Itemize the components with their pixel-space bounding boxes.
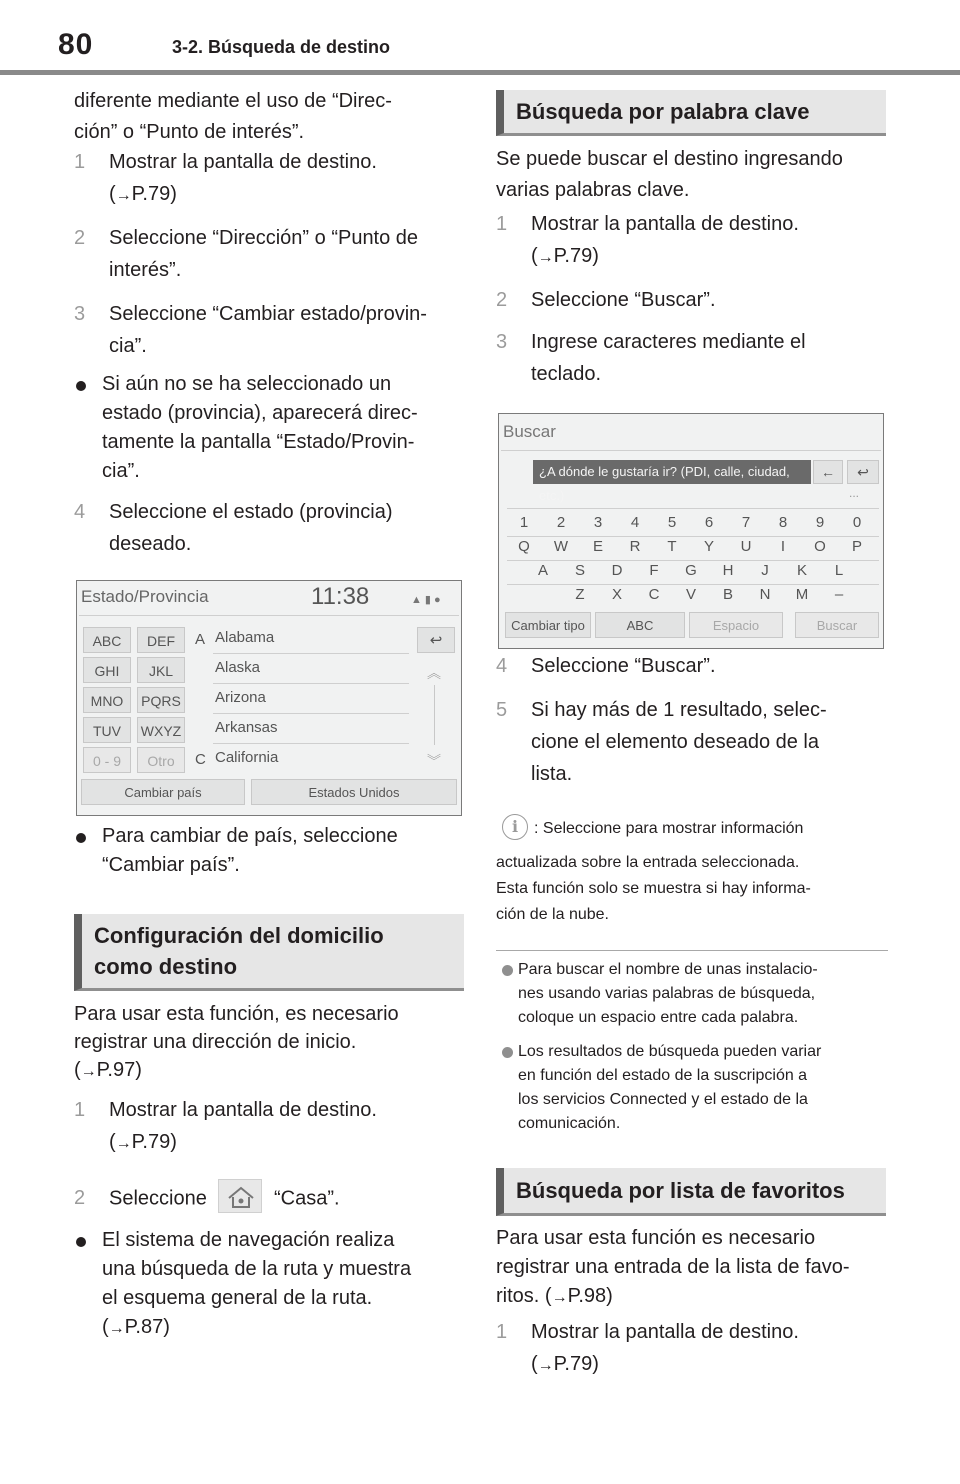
- step-2: 2 Seleccione “Dirección” o “Punto de interés”.: [74, 227, 419, 281]
- key[interactable]: W: [553, 538, 569, 555]
- step-fav-1: 1 Mostrar la pantalla de destino. (→P.79): [496, 1321, 799, 1375]
- key[interactable]: R: [629, 538, 641, 555]
- page-number: 80: [58, 28, 94, 61]
- state-item-california[interactable]: California: [215, 749, 279, 766]
- key[interactable]: E: [592, 538, 603, 555]
- search-button[interactable]: Buscar: [795, 612, 879, 638]
- key[interactable]: K: [796, 562, 807, 579]
- arrow-icon: →: [537, 249, 554, 266]
- section-heading-favorites: Búsqueda por lista de favoritos: [496, 1168, 886, 1216]
- key[interactable]: F: [649, 562, 659, 579]
- key[interactable]: L: [834, 562, 844, 579]
- key[interactable]: –: [834, 586, 844, 603]
- divider: [496, 950, 888, 951]
- tab-jkl[interactable]: JKL: [137, 657, 185, 683]
- page-link[interactable]: P.79: [131, 183, 171, 205]
- state-item-arkansas[interactable]: Arkansas: [215, 719, 278, 736]
- search-input[interactable]: ¿A dónde le gustaría ir? (PDI, calle, ciudad, etc.): [533, 460, 811, 484]
- key[interactable]: H: [722, 562, 734, 579]
- step-kw-5: 5 Si hay más de 1 resultado, selec- cione el elemento deseado de la lista.: [496, 699, 827, 785]
- state-province-screenshot: [76, 580, 462, 816]
- intro-text: diferente mediante el uso de “Direc- ción” o “Punto de interés”.: [74, 90, 392, 143]
- section-heading-keyword: Búsqueda por palabra clave: [496, 90, 886, 136]
- page-up-icon[interactable]: ︽: [427, 665, 441, 681]
- more-options[interactable]: ...: [849, 486, 860, 500]
- key[interactable]: U: [740, 538, 752, 555]
- key[interactable]: 5: [667, 514, 677, 531]
- key[interactable]: J: [761, 562, 769, 579]
- key[interactable]: 6: [704, 514, 714, 531]
- bullet-dot: [76, 1237, 86, 1247]
- page-link[interactable]: P.79: [553, 1353, 593, 1375]
- key[interactable]: I: [780, 538, 786, 555]
- key[interactable]: D: [611, 562, 623, 579]
- home-para: Para usar esta función, es necesario registrar una dirección de inicio. (→P.97): [74, 1003, 399, 1081]
- arrow-icon: →: [551, 1289, 568, 1306]
- key[interactable]: B: [722, 586, 733, 603]
- key[interactable]: 1: [519, 514, 529, 531]
- page-link[interactable]: P.87: [124, 1316, 164, 1338]
- tab-otro[interactable]: Otro: [137, 747, 185, 773]
- back-icon[interactable]: ↩: [847, 460, 879, 484]
- key[interactable]: 8: [778, 514, 788, 531]
- step-3: 3 Seleccione “Cambiar estado/provin- cia”.: [74, 303, 427, 357]
- search-keyboard-screenshot: [498, 413, 884, 649]
- space-button[interactable]: Espacio: [689, 612, 783, 638]
- bullet-dot: [76, 833, 86, 843]
- key[interactable]: G: [685, 562, 697, 579]
- page-link[interactable]: P.79: [553, 245, 593, 267]
- info-icon: i: [502, 814, 528, 840]
- step-kw-2: 2 Seleccione “Buscar”.: [496, 289, 716, 311]
- step-4: 4 Seleccione el estado (provincia) deseado.: [74, 501, 393, 555]
- page-header: [0, 0, 960, 76]
- status-icons: ▲▮●: [411, 594, 444, 606]
- tab-0-9[interactable]: 0 - 9: [83, 747, 131, 773]
- backspace-icon[interactable]: ←: [813, 460, 843, 484]
- screen-title: Buscar: [503, 422, 556, 441]
- tab-ghi[interactable]: GHI: [83, 657, 131, 683]
- key[interactable]: P: [851, 538, 862, 555]
- step-1: 1 Mostrar la pantalla de destino. (→P.79): [74, 151, 377, 205]
- tip-bullet: [502, 1047, 513, 1058]
- info-note-first: : Seleccione para mostrar información: [534, 820, 804, 837]
- section-title: 3-2. Búsqueda de destino: [172, 37, 391, 57]
- state-item-arizona[interactable]: Arizona: [215, 689, 266, 706]
- scrollbar[interactable]: [434, 685, 435, 745]
- key[interactable]: Y: [703, 538, 714, 555]
- key[interactable]: X: [611, 586, 622, 603]
- back-icon[interactable]: ↩: [417, 627, 455, 653]
- index-letter: C: [195, 751, 206, 768]
- screen-clock: 11:38: [311, 583, 370, 610]
- tab-pqrs[interactable]: PQRS: [137, 687, 185, 713]
- tab-tuv[interactable]: TUV: [83, 717, 131, 743]
- key[interactable]: 0: [852, 514, 862, 531]
- key[interactable]: 4: [630, 514, 640, 531]
- key[interactable]: A: [537, 562, 548, 579]
- key[interactable]: 7: [741, 514, 751, 531]
- step-home-1: 1 Mostrar la pantalla de destino. (→P.79): [74, 1099, 377, 1153]
- arrow-icon: →: [115, 187, 132, 204]
- info-note-rest: actualizada sobre la entrada seleccionada. Esta función solo se muestra si hay informa- ción de la nube.: [496, 854, 811, 923]
- keyword-para: Se puede buscar el destino ingresando varias palabras clave.: [496, 148, 843, 201]
- key[interactable]: Z: [575, 586, 585, 603]
- key[interactable]: 3: [593, 514, 603, 531]
- change-country-button[interactable]: Cambiar país: [81, 779, 245, 805]
- step-home-2: 2 Seleccione “Casa”.: [74, 1182, 464, 1218]
- step-kw-1: 1 Mostrar la pantalla de destino. (→P.79): [496, 213, 799, 267]
- page-link[interactable]: P.97: [96, 1059, 136, 1081]
- tip-bullet: [502, 965, 513, 976]
- key[interactable]: O: [814, 538, 826, 555]
- tab-mno[interactable]: MNO: [83, 687, 131, 713]
- page-link[interactable]: P.79: [131, 1131, 171, 1153]
- key[interactable]: Q: [518, 538, 530, 555]
- tab-wxyz[interactable]: WXYZ: [137, 717, 185, 743]
- section-heading-home: Configuración del domicilio como destino: [74, 914, 464, 991]
- arrow-icon: →: [80, 1063, 97, 1080]
- arrow-icon: →: [108, 1320, 125, 1337]
- arrow-icon: →: [537, 1357, 554, 1374]
- key[interactable]: V: [685, 586, 696, 603]
- key[interactable]: 2: [556, 514, 566, 531]
- key[interactable]: M: [795, 586, 809, 603]
- key[interactable]: T: [667, 538, 677, 555]
- tab-def[interactable]: DEF: [137, 627, 185, 653]
- page-link[interactable]: P.98): [567, 1285, 613, 1307]
- home-icon: [218, 1179, 262, 1213]
- state-item-alaska[interactable]: Alaska: [215, 659, 261, 676]
- key[interactable]: S: [574, 562, 585, 579]
- abc-button[interactable]: ABC: [595, 612, 685, 638]
- arrow-icon: →: [115, 1135, 132, 1152]
- index-letter: A: [195, 631, 206, 648]
- step-kw-4: 4 Seleccione “Buscar”.: [496, 655, 716, 677]
- key[interactable]: C: [648, 586, 660, 603]
- header-rule: [0, 70, 960, 75]
- tab-abc[interactable]: ABC: [83, 627, 131, 653]
- key[interactable]: 9: [815, 514, 825, 531]
- favorites-para: Para usar esta función es necesario registrar una entrada de la lista de favo- ritos. (→P.98): [496, 1227, 850, 1307]
- change-type-button[interactable]: Cambiar tipo: [505, 612, 591, 638]
- bullet-dot: [76, 381, 86, 391]
- page-down-icon[interactable]: ︾: [427, 753, 441, 769]
- step-kw-3: 3 Ingrese caracteres mediante el teclado.: [496, 331, 806, 385]
- key[interactable]: N: [759, 586, 771, 603]
- country-button[interactable]: Estados Unidos: [251, 779, 457, 805]
- screen-title: Estado/Provincia: [81, 587, 209, 606]
- state-item-alabama[interactable]: Alabama: [215, 629, 275, 646]
